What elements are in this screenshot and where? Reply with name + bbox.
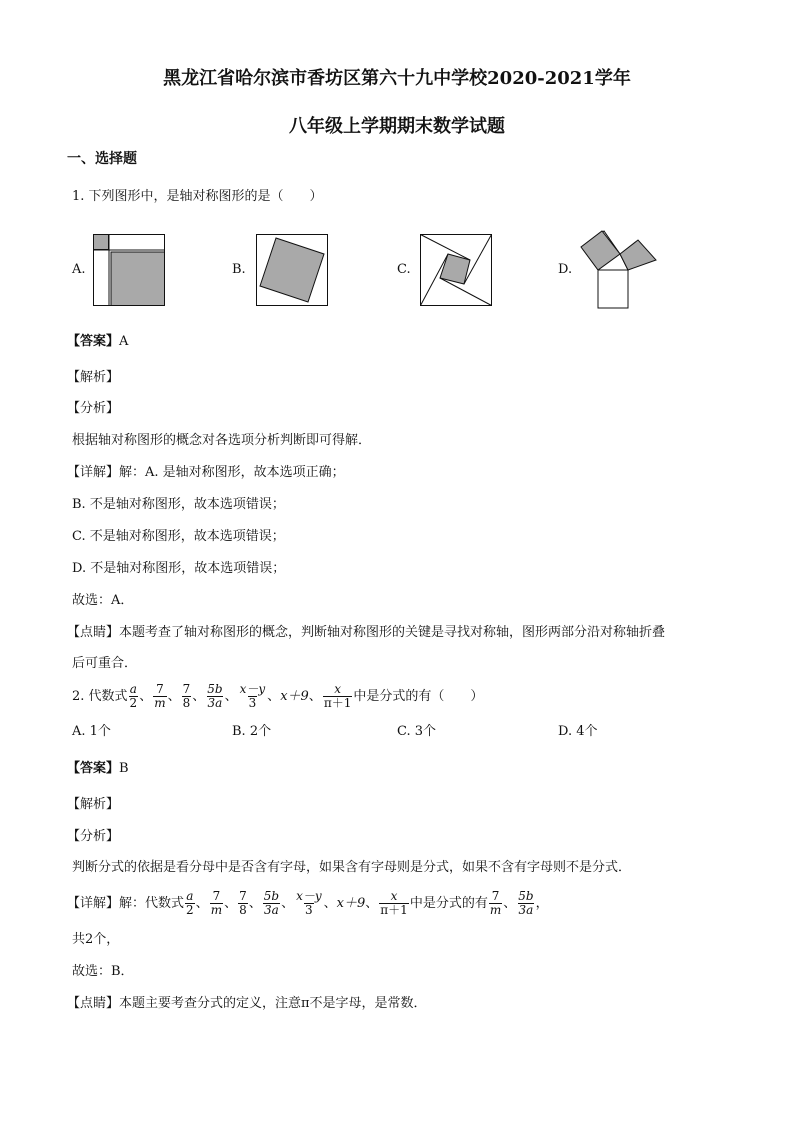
q1-answer-tag: 【答案】 (67, 334, 120, 349)
fraction: $\frac{5b}{3a}$ (518, 889, 534, 917)
fraction: $\frac{7}{8}$ (182, 682, 191, 710)
fraction: $\frac{a}{2}$ (129, 682, 138, 710)
fraction: $\frac{7}{m}$ (489, 889, 502, 917)
q2-answer-tag: 【答案】 (67, 761, 120, 776)
q2-fenxi: 【分析】 (67, 829, 120, 844)
q1-c-line: C. 不是轴对称图形，故本选项错误； (72, 529, 285, 544)
q1-stem: 1. 下列图形中，是轴对称图形的是（ ） (72, 189, 323, 204)
fraction: $\frac{5b}{3a}$ (263, 889, 280, 917)
q1-answer-value: A (119, 334, 129, 349)
q1-figure-b (256, 234, 328, 306)
q1-detail (67, 465, 345, 481)
q2-stem: 2. 代数式 $\frac{a}{2}$ 、 $\frac{7}{m}$ 、 $\frac{7}{8}$ 、 $\frac{5b}{3a}$ 、 $\frac{x-y}{3}$ 、x＋9、 $\frac{x}{\pi+1}$ 中是分式的有（ ） (72, 682, 484, 710)
page-title-line1: 黑龙江省哈尔滨市香坊区第六十九中学校2020-2021学年 (163, 68, 631, 89)
q1-jiexi: 【解析】 (67, 370, 120, 385)
fraction: $\frac{x-y}{3}$ (296, 889, 322, 917)
page-title-line2: 八年级上学期期末数学试题 (289, 116, 505, 137)
q2-suffix: 中是分式的有（ ） (353, 689, 484, 704)
q1-comment-tag: 【点睛】 (67, 625, 120, 640)
q1-option-a-label: A. (72, 262, 86, 277)
fraction: $\frac{x}{\pi+1}$ (323, 682, 352, 710)
section-heading: 一、选择题 (67, 151, 137, 167)
q2-option-a: A. 1个 (72, 724, 111, 739)
fraction: $\frac{x}{\pi+1}$ (380, 889, 408, 917)
q1-option-d-label: D. (558, 262, 573, 277)
q2-analysis: 判断分式的依据是看分母中是否含有字母，如果含有字母则是分式，如果不含有字母则不是分式． (72, 860, 632, 875)
q1-comment-text: 本题考查了轴对称图形的概念，判断轴对称图形的关键是寻找对称轴，图形两部分沿对称轴折叠 (119, 625, 666, 640)
q1-d-line: D. 不是轴对称图形，故本选项错误； (72, 561, 286, 576)
q1-detail-text: 解：A. 是轴对称图形，故本选项正确； (119, 465, 345, 480)
q1-figure-a (93, 234, 165, 306)
fraction: $\frac{7}{8}$ (239, 889, 247, 917)
q2-conclusion: 故选：B． (72, 964, 134, 979)
q1-answer (67, 334, 128, 350)
fraction: $\frac{x-y}{3}$ (239, 682, 266, 710)
q2-prefix: 2. 代数式 (72, 689, 128, 704)
expr-x-plus-9: x＋9 (280, 689, 309, 704)
q1-b-line: B. 不是轴对称图形，故本选项错误； (72, 497, 285, 512)
q2-detail: 【详解】解：代数式 $\frac{a}{2}$ 、 $\frac{7}{m}$ 、 $\frac{7}{8}$ 、 $\frac{5b}{3a}$ 、 $\frac{x-y}{3}$ 、x＋9、 $\frac{x}{\pi+1}$ 中是分式的有 $\frac{7}{m}$ 、 $\frac{5b}{3a}$ ， (67, 889, 549, 917)
q2-jiexi: 【解析】 (67, 797, 120, 812)
fraction: $\frac{a}{2}$ (186, 889, 194, 917)
q1-conclusion: 故选：A． (72, 593, 134, 608)
q2-option-c: C. 3个 (397, 724, 437, 739)
q1-fenxi: 【分析】 (67, 401, 120, 416)
q2-comment-text: 本题主要考查分式的定义，注意π不是字母，是常数． (119, 996, 427, 1011)
q2-comment (67, 996, 427, 1012)
q2-option-b: B. 2个 (232, 724, 272, 739)
q1-comment-cont: 后可重合． (72, 656, 138, 671)
q1-analysis: 根据轴对称图形的概念对各选项分析判断即可得解． (72, 433, 372, 448)
q1-figure-c (420, 234, 492, 306)
fraction: $\frac{7}{m}$ (210, 889, 223, 917)
q2-answer-value: B (119, 761, 129, 776)
q1-figure-d (578, 226, 662, 310)
q1-comment (67, 625, 665, 641)
q1-option-b-label: B. (232, 262, 246, 277)
q2-option-d: D. 4个 (558, 724, 598, 739)
q2-comment-tag: 【点睛】 (67, 996, 120, 1011)
fraction: $\frac{7}{m}$ (154, 682, 166, 710)
q2-count: 共2个， (72, 932, 120, 947)
fraction: $\frac{5b}{3a}$ (207, 682, 223, 710)
q1-option-c-label: C. (397, 262, 411, 277)
q2-detail-tag: 【详解】 (67, 896, 120, 911)
q1-detail-tag: 【详解】 (67, 465, 120, 480)
q2-answer (67, 761, 129, 777)
